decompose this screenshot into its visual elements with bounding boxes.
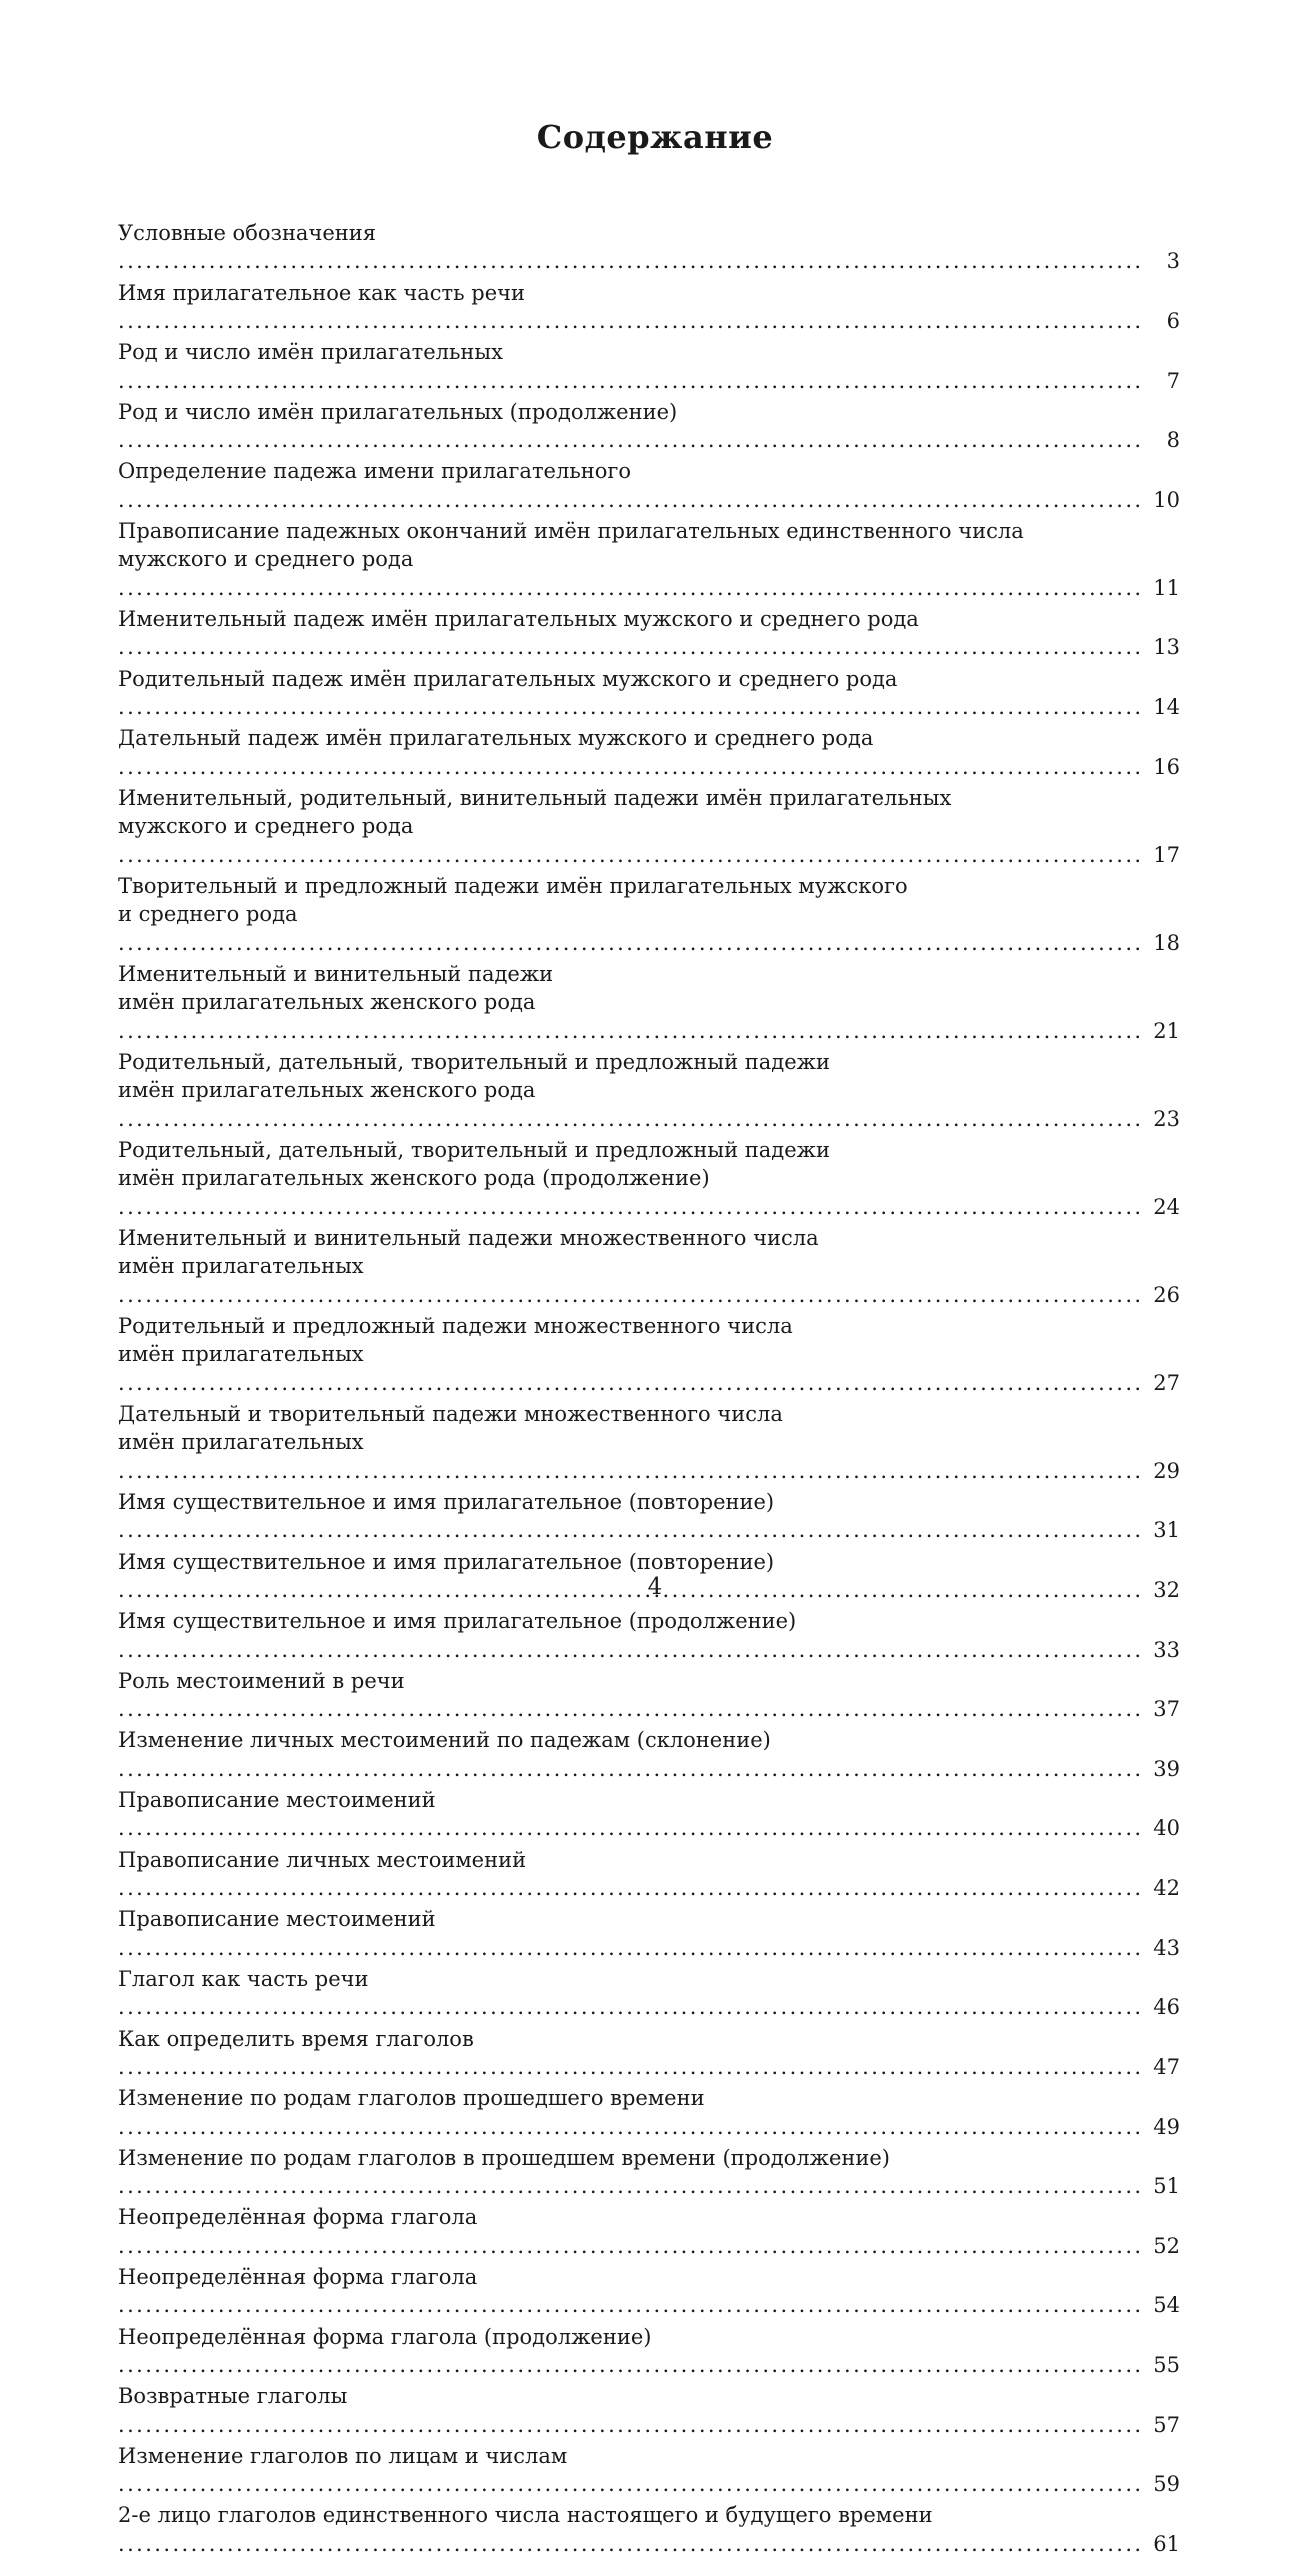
toc-entry-page: 42 [1153, 1876, 1180, 1901]
toc-entry-page: 51 [1153, 2174, 1180, 2199]
toc-entry-title: Неопределённая форма глагола [118, 2264, 478, 2289]
toc-entry-title: Изменение глаголов по лицам и числам [118, 2443, 568, 2468]
toc-entry-title: Именительный, родительный, винительный падежи имён прилагательных мужского и среднего рода [118, 785, 952, 839]
toc-entry [118, 457, 1180, 514]
toc-entry-title: Правописание личных местоимений [118, 1847, 527, 1872]
toc-entry-page: 8 [1166, 428, 1180, 453]
toc-entry-title: Правописание падежных окончаний имён прилагательных единственного числа мужского и среднего рода [118, 519, 1024, 572]
toc-entry-page: 33 [1153, 1637, 1180, 1662]
toc-entry [118, 1224, 1180, 1309]
toc-entry [118, 1400, 1180, 1485]
toc-entry [118, 338, 1180, 395]
toc-entry-page: 23 [1153, 1106, 1180, 1131]
toc-entry [118, 2084, 1180, 2141]
toc-entry [118, 1048, 1180, 1133]
toc-entry [118, 1488, 1180, 1545]
toc-entry-page: 18 [1153, 930, 1180, 955]
toc-entry [118, 1786, 1180, 1843]
toc-entry-title: Родительный, дательный, творительный и предложный падежи имён прилагательных женского рода (продолжение) [118, 1137, 830, 1191]
toc-entry-page: 57 [1153, 2412, 1180, 2437]
toc-entry-page: 49 [1153, 2114, 1180, 2139]
toc-entry [118, 605, 1180, 662]
toc-entry-page: 11 [1153, 575, 1180, 600]
toc-entry-title: Именительный падеж имён прилагательных мужского и среднего рода [118, 607, 919, 632]
toc-entry [118, 279, 1180, 336]
toc-entry [118, 2203, 1180, 2260]
toc-entry [118, 2263, 1180, 2320]
toc-entry-title: Творительный и предложный падежи имён прилагательных мужского и среднего рода [118, 873, 908, 927]
toc-entry-page: 26 [1153, 1282, 1180, 1307]
toc-entry-title: Именительный и винительный падежи имён прилагательных женского рода [118, 961, 554, 1015]
toc-entry [118, 398, 1180, 455]
toc-entry-title: Родительный, дательный, творительный и предложный падежи имён прилагательных женского рода [118, 1049, 830, 1103]
toc-entry-title: Правописание местоимений [118, 1788, 436, 1813]
toc-entry [118, 1607, 1180, 1664]
toc-entry-title: Род и число имён прилагательных [118, 340, 503, 365]
toc-entry [118, 1965, 1180, 2022]
toc-entry [118, 2382, 1180, 2439]
toc-entry-page: 54 [1153, 2293, 1180, 2318]
toc-entry-page: 46 [1153, 1995, 1180, 2020]
toc-entry [118, 1846, 1180, 1903]
toc-entry [118, 665, 1180, 722]
toc-entry-page: 21 [1153, 1018, 1180, 1043]
toc-entry-title: Именительный и винительный падежи множественного числа имён прилагательных [118, 1225, 819, 1279]
toc-entry [118, 960, 1180, 1045]
toc-entry-title: Имя существительное и имя прилагательное (продолжение) [118, 1609, 797, 1634]
toc-entry-page: 16 [1153, 754, 1180, 779]
toc-entry-title: Изменение по родам глаголов в прошедшем времени (продолжение) [118, 2145, 890, 2170]
toc-entry [118, 784, 1180, 869]
toc-entry-page: 6 [1166, 309, 1180, 334]
toc-entry [118, 219, 1180, 276]
toc-entry [118, 872, 1180, 957]
toc-entry-title: Возвратные глаголы [118, 2384, 348, 2409]
toc-entry-title: Глагол как часть речи [118, 1966, 369, 1991]
toc-entry [118, 1312, 1180, 1397]
toc-entry-title: Неопределённая форма глагола [118, 2205, 478, 2230]
toc-entry-page: 55 [1153, 2352, 1180, 2377]
toc-entry-title: Неопределённая форма глагола (продолжение) [118, 2324, 652, 2349]
toc-entry-title: Роль местоимений в речи [118, 1668, 405, 1693]
toc-entry [118, 1726, 1180, 1783]
toc-entry [118, 517, 1180, 602]
toc-entry [118, 1905, 1180, 1962]
toc-entry [118, 2442, 1180, 2499]
toc-entry-title: Дательный и творительный падежи множественного числа имён прилагательных [118, 1402, 783, 1455]
toc-entry-title: Имя существительное и имя прилагательное (повторение) [118, 1549, 775, 1574]
toc-entry-title: Как определить время глаголов [118, 2026, 474, 2051]
toc-entry-page: 29 [1153, 1458, 1180, 1483]
table-of-contents [118, 219, 1180, 2561]
toc-entry-page: 31 [1153, 1518, 1180, 1543]
toc-entry [118, 1667, 1180, 1724]
toc-entry-title: Дательный падеж имён прилагательных мужского и среднего рода [118, 726, 874, 751]
toc-entry-page: 3 [1166, 249, 1180, 274]
toc-entry-title: 2-е лицо глаголов единственного числа настоящего и будущего времени [118, 2503, 933, 2528]
toc-entry-title: Определение падежа имени прилагательного [118, 459, 632, 484]
toc-entry-page: 43 [1153, 1935, 1180, 1960]
toc-entry [118, 2501, 1180, 2558]
toc-entry-title: Родительный падеж имён прилагательных мужского и среднего рода [118, 666, 898, 691]
toc-entry-title: Правописание местоимений [118, 1907, 436, 1932]
toc-entry-title: Имя существительное и имя прилагательное (повторение) [118, 1490, 775, 1515]
toc-entry-title: Имя прилагательное как часть речи [118, 280, 526, 305]
toc-entry-page: 13 [1153, 635, 1180, 660]
toc-entry-title: Род и число имён прилагательных (продолжение) [118, 399, 678, 424]
toc-entry-page: 17 [1153, 842, 1180, 867]
toc-entry-page: 47 [1153, 2054, 1180, 2079]
toc-entry [118, 2323, 1180, 2380]
toc-entry-page: 14 [1153, 695, 1180, 720]
toc-entry-title: Изменение по родам глаголов прошедшего времени [118, 2086, 705, 2111]
toc-entry [118, 2144, 1180, 2201]
toc-entry [118, 724, 1180, 781]
toc-entry-page: 52 [1153, 2233, 1180, 2258]
toc-entry-page: 37 [1153, 1697, 1180, 1722]
toc-entry-page: 32 [1153, 1578, 1180, 1603]
toc-entry-page: 59 [1153, 2472, 1180, 2497]
toc-entry-page: 7 [1166, 368, 1180, 393]
toc-entry-title: Условные обозначения [118, 221, 377, 245]
page-title: Содержание [536, 118, 774, 156]
toc-entry [118, 2025, 1180, 2082]
toc-entry-page: 39 [1153, 1756, 1180, 1781]
page-number: 4 [647, 1574, 663, 1600]
toc-entry-page: 10 [1153, 487, 1180, 512]
toc-entry-page: 40 [1153, 1816, 1180, 1841]
toc-entry-title: Изменение личных местоимений по падежам (склонение) [118, 1728, 771, 1753]
toc-entry-page: 27 [1153, 1370, 1180, 1395]
toc-entry-page: 61 [1153, 2531, 1180, 2556]
toc-entry-page: 24 [1153, 1194, 1180, 1219]
toc-entry-title: Родительный и предложный падежи множественного числа имён прилагательных [118, 1313, 793, 1367]
toc-entry [118, 1136, 1180, 1221]
